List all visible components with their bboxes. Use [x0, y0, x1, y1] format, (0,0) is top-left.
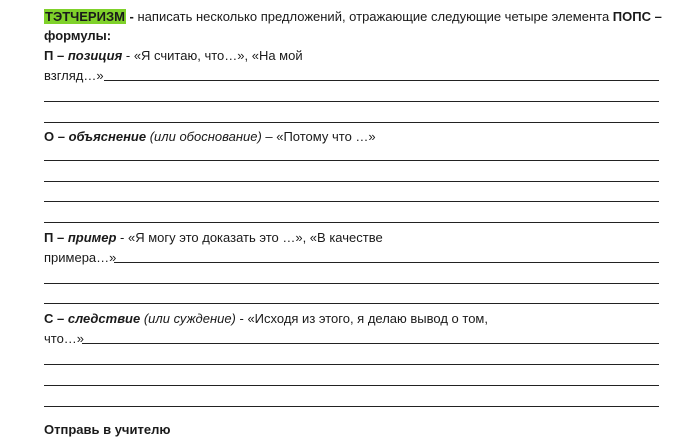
instruction-text: написать несколько предложений, отражающие следующие четыре элемента — [137, 9, 613, 24]
section-prompt-cont: взгляд…» — [44, 68, 104, 83]
section-name: следствие — [67, 311, 141, 326]
section-example-prompt-2 — [44, 250, 116, 266]
formula-label: формулы: — [44, 28, 112, 43]
section-prompt: - «Исходя из этого, я делаю вывод о том, — [235, 311, 488, 326]
answer-line[interactable] — [44, 283, 659, 284]
answer-line[interactable] — [44, 406, 659, 407]
task-instruction — [44, 9, 662, 25]
section-aside: (или суждение) — [140, 311, 236, 326]
section-prompt: - «Я могу это доказать это …», «В качестве — [116, 230, 383, 245]
section-letter: П – — [44, 230, 68, 245]
section-letter: П – — [44, 48, 68, 63]
section-consequence-heading — [44, 311, 488, 327]
answer-line[interactable] — [44, 122, 659, 123]
term-highlight: ТЭТЧЕРИЗМ — [45, 9, 125, 24]
section-explanation-heading — [44, 129, 376, 145]
section-example-heading — [44, 230, 383, 246]
section-name: объяснение — [68, 129, 147, 144]
term-dash: - — [125, 9, 138, 24]
footer-note — [44, 422, 170, 438]
answer-line[interactable] — [104, 80, 659, 81]
section-consequence-prompt-2 — [44, 331, 84, 347]
answer-line[interactable] — [44, 364, 659, 365]
footer-text: Отправь в учителю — [44, 422, 171, 437]
section-letter: С – — [44, 311, 68, 326]
answer-line[interactable] — [44, 303, 659, 304]
section-aside: (или обоснование) — [146, 129, 262, 144]
section-position-prompt-2 — [44, 68, 104, 84]
answer-line[interactable] — [44, 181, 659, 182]
section-prompt: - «Я считаю, что…», «На мой — [122, 48, 303, 63]
section-prompt-cont: что…» — [44, 331, 85, 346]
section-prompt: – «Потому что …» — [261, 129, 376, 144]
section-position-heading — [44, 48, 303, 64]
answer-line[interactable] — [44, 201, 659, 202]
answer-line[interactable] — [44, 101, 659, 102]
section-name: позиция — [67, 48, 123, 63]
answer-line[interactable] — [114, 262, 659, 263]
answer-line[interactable] — [82, 343, 659, 344]
section-name: пример — [67, 230, 117, 245]
formula-label-line — [44, 28, 111, 44]
answer-line[interactable] — [44, 222, 659, 223]
answer-line[interactable] — [44, 160, 659, 161]
answer-line[interactable] — [44, 385, 659, 386]
section-letter: О – — [44, 129, 69, 144]
popsa-label: ПОПС – — [612, 9, 662, 24]
section-prompt-cont: примера…» — [44, 250, 117, 265]
